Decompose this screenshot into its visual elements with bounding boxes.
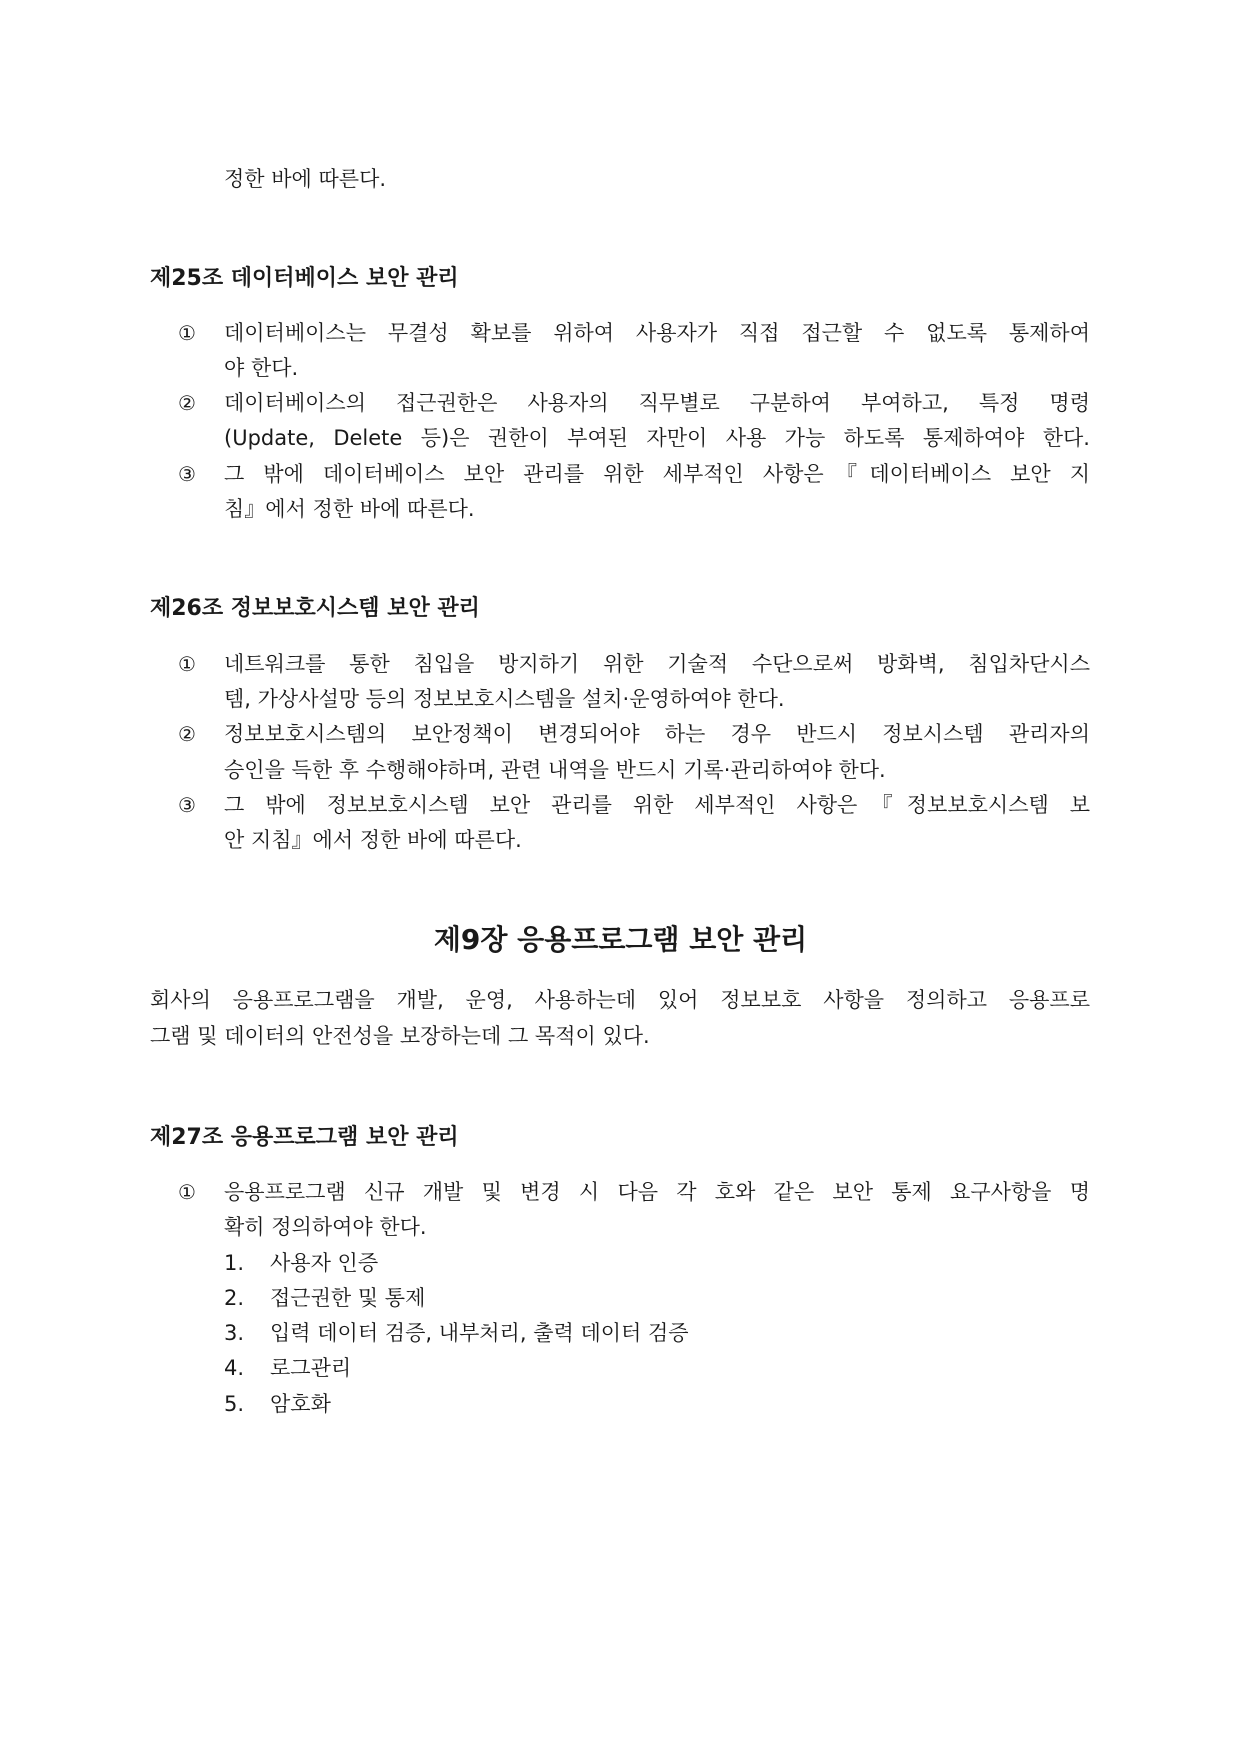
article-26-item-2-line-1: 정보보호시스템의 보안정책이 변경되어야 하는 경우 반드시 정보시스템 관리자의 xyxy=(224,722,1090,746)
article-26-item-3-line-2: 안 지침』에서 정한 바에 따른다. xyxy=(224,828,522,852)
article-26-heading: 제26조 정보보호시스템 보안 관리 xyxy=(150,596,480,621)
article-27-heading: 제27조 응용프로그램 보안 관리 xyxy=(150,1125,459,1150)
article-27-subitem-5-text: 암호화 xyxy=(270,1392,331,1416)
chapter-9-intro-line-2: 그램 및 데이터의 안전성을 보장하는데 그 목적이 있다. xyxy=(150,1024,650,1048)
continuation-text: 정한 바에 따른다. xyxy=(224,167,387,191)
article-27-item-1-line-1: 응용프로그램 신규 개발 및 변경 시 다음 각 호와 같은 보안 통제 요구사항을 명 xyxy=(224,1180,1090,1204)
article-25-item-2-line-2: (Update, Delete 등)은 권한이 부여된 자만이 사용 가능 하도록 통제하여야 한다. xyxy=(224,426,1090,450)
article-27-subitem-2-number: 2. xyxy=(224,1286,245,1310)
article-26-item-1-line-1: 네트워크를 통한 침입을 방지하기 위한 기술적 수단으로써 방화벽, 침입차단시스 xyxy=(224,652,1090,676)
article-25-item-2-line-1: 데이터베이스의 접근권한은 사용자의 직무별로 구분하여 부여하고, 특정 명령 xyxy=(224,391,1090,415)
article-25-item-3-line-2: 침』에서 정한 바에 따른다. xyxy=(224,497,475,521)
article-26-item-3-number: ③ xyxy=(178,793,196,817)
article-25-item-2-number: ② xyxy=(178,391,196,415)
article-26-item-3-line-1: 그 밖에 정보보호시스템 보안 관리를 위한 세부적인 사항은『정보보호시스템 보 xyxy=(224,793,1090,817)
article-27-subitem-4-text: 로그관리 xyxy=(270,1356,352,1380)
article-27-subitem-1-number: 1. xyxy=(224,1251,245,1275)
article-26-item-1-line-2: 템, 가상사설망 등의 정보보호시스템을 설치·운영하여야 한다. xyxy=(224,687,785,711)
article-27-subitem-3-text: 입력 데이터 검증, 내부처리, 출력 데이터 검증 xyxy=(270,1321,689,1345)
article-25-item-1-number: ① xyxy=(178,321,196,345)
article-26-item-2-number: ② xyxy=(178,722,196,746)
article-25-item-3-line-1: 그 밖에 데이터베이스 보안 관리를 위한 세부적인 사항은『데이터베이스 보안 지 xyxy=(224,462,1090,486)
article-27-subitem-3-number: 3. xyxy=(224,1321,245,1345)
article-27-subitem-2-text: 접근권한 및 통제 xyxy=(270,1286,426,1310)
chapter-9-intro-line-1: 회사의 응용프로그램을 개발, 운영, 사용하는데 있어 정보보호 사항을 정의하고 응용프로 xyxy=(150,988,1090,1012)
article-26-item-2-line-2: 승인을 득한 후 수행해야하며, 관련 내역을 반드시 기록·관리하여야 한다. xyxy=(224,758,886,782)
article-27-subitem-1-text: 사용자 인증 xyxy=(270,1251,379,1275)
article-26-item-1-number: ① xyxy=(178,652,196,676)
article-27-item-1-line-2: 확히 정의하여야 한다. xyxy=(224,1215,427,1239)
chapter-9-heading: 제9장 응용프로그램 보안 관리 xyxy=(433,923,808,956)
article-27-subitem-4-number: 4. xyxy=(224,1356,245,1380)
article-25-item-3-number: ③ xyxy=(178,462,196,486)
article-27-item-1-number: ① xyxy=(178,1180,196,1204)
article-27-subitem-5-number: 5. xyxy=(224,1392,245,1416)
article-25-heading: 제25조 데이터베이스 보안 관리 xyxy=(150,266,459,291)
article-25-item-1-line-1: 데이터베이스는 무결성 확보를 위하여 사용자가 직접 접근할 수 없도록 통제하여 xyxy=(224,321,1090,345)
article-25-item-1-line-2: 야 한다. xyxy=(224,356,299,380)
